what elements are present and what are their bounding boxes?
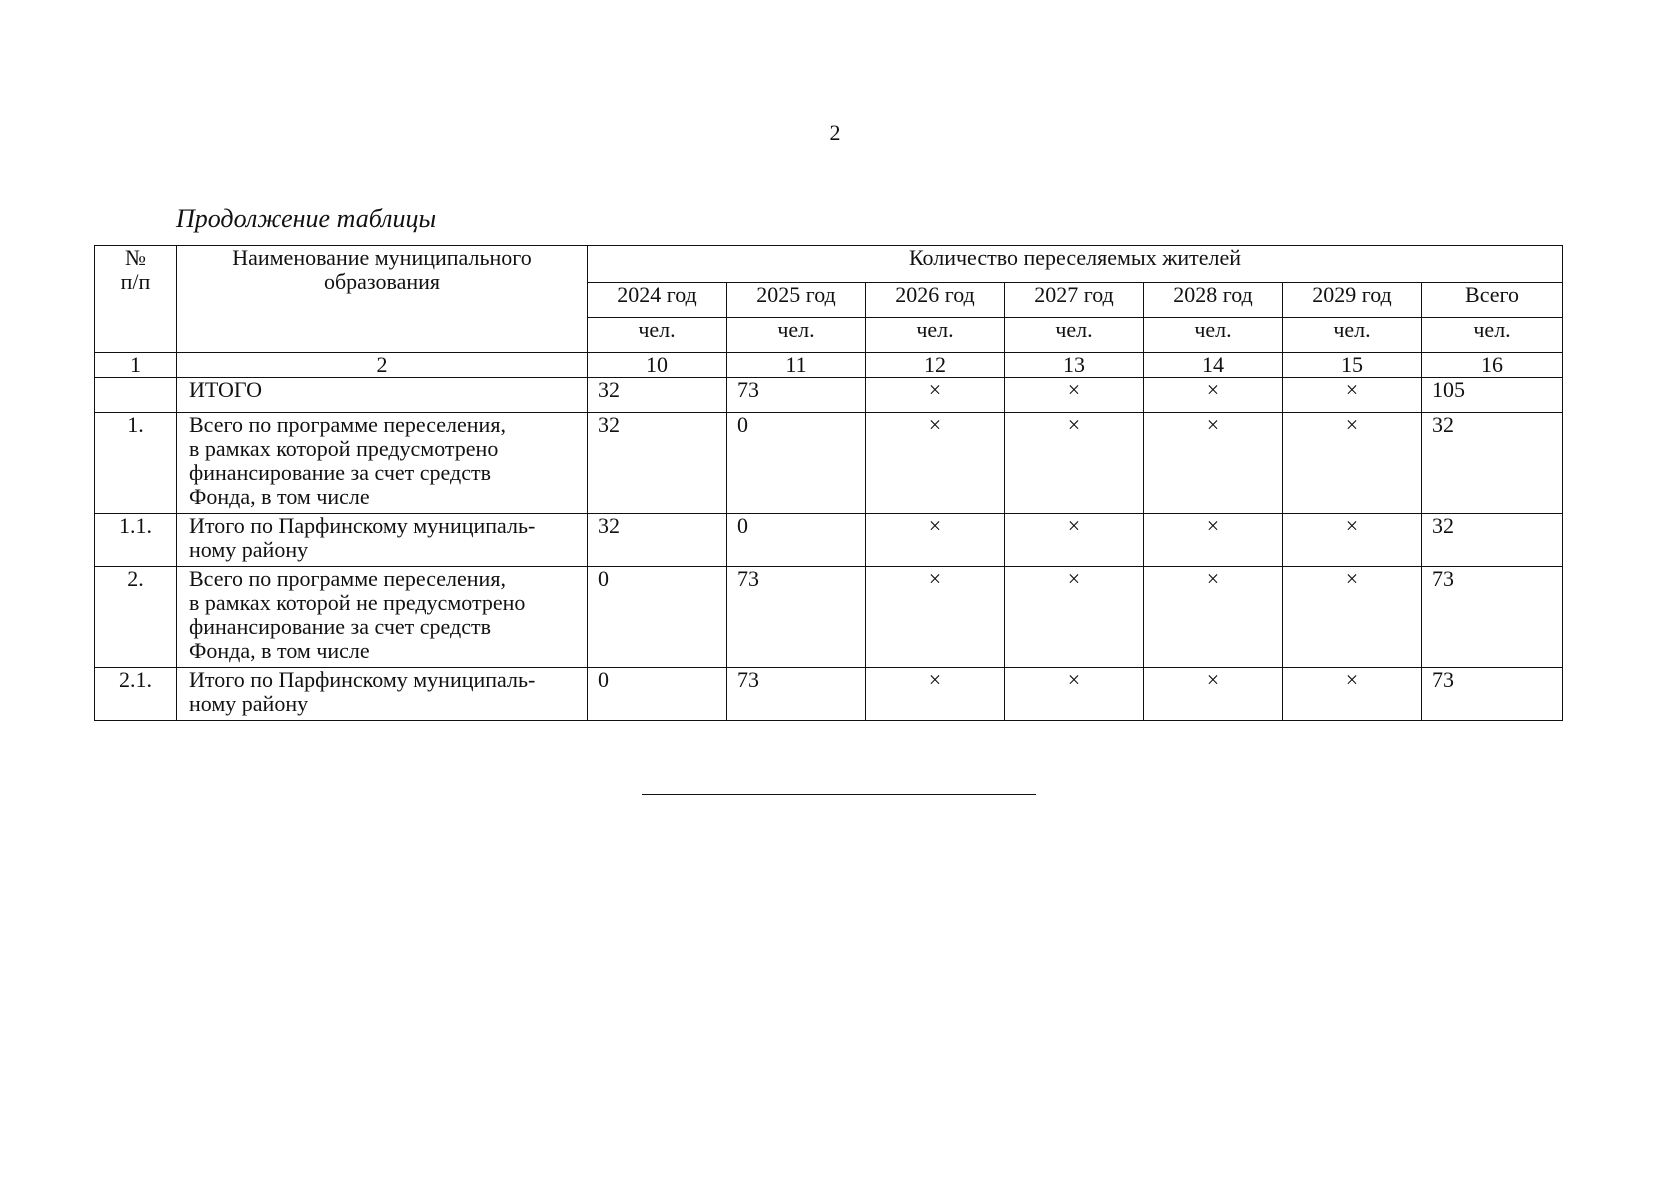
row-number: 2. bbox=[95, 567, 177, 668]
table-row bbox=[95, 413, 1563, 514]
cell-2024: 0 bbox=[588, 567, 727, 668]
cell-total: 73 bbox=[1422, 567, 1563, 668]
cell-2024: 32 bbox=[588, 413, 727, 514]
header-name: Наименование муниципального образования bbox=[177, 246, 588, 353]
cell-2024: 32 bbox=[588, 378, 727, 413]
column-number: 1 bbox=[95, 353, 177, 378]
header-unit: чел. bbox=[866, 318, 1005, 353]
header-year: 2029 год bbox=[1283, 283, 1422, 318]
column-number: 2 bbox=[177, 353, 588, 378]
header-group: Количество переселяемых жителей bbox=[588, 246, 1563, 283]
cell-total: 32 bbox=[1422, 514, 1563, 567]
cell-2024: 0 bbox=[588, 668, 727, 721]
header-unit: чел. bbox=[1422, 318, 1563, 353]
row-name-line: ному району bbox=[189, 537, 309, 562]
column-number: 13 bbox=[1005, 353, 1144, 378]
cell-2029: × bbox=[1283, 514, 1422, 567]
cell-2027: × bbox=[1005, 378, 1144, 413]
closing-rule bbox=[642, 794, 1036, 795]
cell-2029: × bbox=[1283, 567, 1422, 668]
cell-2026: × bbox=[866, 413, 1005, 514]
header-year: 2024 год bbox=[588, 283, 727, 318]
column-number: 16 bbox=[1422, 353, 1563, 378]
column-number: 11 bbox=[727, 353, 866, 378]
row-name-line: ному району bbox=[189, 691, 309, 716]
row-name bbox=[177, 514, 588, 567]
column-number: 15 bbox=[1283, 353, 1422, 378]
resettlement-table bbox=[94, 245, 1563, 721]
cell-2028: × bbox=[1144, 514, 1283, 567]
row-name-line: Всего по программе переселения, bbox=[189, 412, 506, 437]
header-unit: чел. bbox=[1283, 318, 1422, 353]
row-name bbox=[177, 567, 588, 668]
row-number: 1. bbox=[95, 413, 177, 514]
cell-total: 73 bbox=[1422, 668, 1563, 721]
cell-2026: × bbox=[866, 378, 1005, 413]
cell-2027: × bbox=[1005, 413, 1144, 514]
cell-total: 32 bbox=[1422, 413, 1563, 514]
row-number: 2.1. bbox=[95, 668, 177, 721]
page-number: 2 bbox=[829, 120, 841, 145]
row-name: ИТОГО bbox=[177, 378, 588, 413]
column-number: 14 bbox=[1144, 353, 1283, 378]
cell-2025: 0 bbox=[727, 514, 866, 567]
column-number: 12 bbox=[866, 353, 1005, 378]
header-row-group bbox=[95, 246, 1563, 283]
row-name-line: финансирование за счет средств bbox=[189, 614, 491, 639]
cell-2024: 32 bbox=[588, 514, 727, 567]
row-name-line: Фонда, в том числе bbox=[189, 484, 370, 509]
row-name-line: Фонда, в том числе bbox=[189, 638, 370, 663]
table-row bbox=[95, 668, 1563, 721]
header-year: 2028 год bbox=[1144, 283, 1283, 318]
cell-2028: × bbox=[1144, 378, 1283, 413]
cell-2025: 73 bbox=[727, 378, 866, 413]
continuation-title: Продолжение таблицы bbox=[176, 204, 437, 233]
cell-2026: × bbox=[866, 668, 1005, 721]
cell-2028: × bbox=[1144, 567, 1283, 668]
header-year: 2025 год bbox=[727, 283, 866, 318]
cell-2029: × bbox=[1283, 668, 1422, 721]
row-name bbox=[177, 668, 588, 721]
column-number: 10 bbox=[588, 353, 727, 378]
header-year: 2027 год bbox=[1005, 283, 1144, 318]
table-row bbox=[95, 514, 1563, 567]
table-row bbox=[95, 567, 1563, 668]
header-unit: чел. bbox=[588, 318, 727, 353]
cell-total: 105 bbox=[1422, 378, 1563, 413]
cell-2025: 73 bbox=[727, 668, 866, 721]
column-numbers-row bbox=[95, 353, 1563, 378]
cell-2029: × bbox=[1283, 413, 1422, 514]
header-num: № п/п bbox=[95, 246, 177, 353]
header-total: Всего bbox=[1422, 283, 1563, 318]
row-name-line: в рамках которой не предусмотрено bbox=[189, 590, 526, 615]
header-unit: чел. bbox=[1144, 318, 1283, 353]
row-number bbox=[95, 378, 177, 413]
header-unit: чел. bbox=[727, 318, 866, 353]
cell-2027: × bbox=[1005, 567, 1144, 668]
cell-2028: × bbox=[1144, 413, 1283, 514]
header-year: 2026 год bbox=[866, 283, 1005, 318]
row-name-line: Всего по программе переселения, bbox=[189, 566, 506, 591]
header-unit: чел. bbox=[1005, 318, 1144, 353]
cell-2028: × bbox=[1144, 668, 1283, 721]
row-name-line: в рамках которой предусмотрено bbox=[189, 436, 499, 461]
row-name-line: финансирование за счет средств bbox=[189, 460, 491, 485]
table-row bbox=[95, 378, 1563, 413]
cell-2027: × bbox=[1005, 668, 1144, 721]
cell-2029: × bbox=[1283, 378, 1422, 413]
cell-2026: × bbox=[866, 567, 1005, 668]
cell-2026: × bbox=[866, 514, 1005, 567]
cell-2027: × bbox=[1005, 514, 1144, 567]
cell-2025: 0 bbox=[727, 413, 866, 514]
row-name-line: Итого по Парфинскому муниципаль- bbox=[189, 513, 536, 538]
row-name bbox=[177, 413, 588, 514]
cell-2025: 73 bbox=[727, 567, 866, 668]
row-number: 1.1. bbox=[95, 514, 177, 567]
row-name-line: Итого по Парфинскому муниципаль- bbox=[189, 667, 536, 692]
